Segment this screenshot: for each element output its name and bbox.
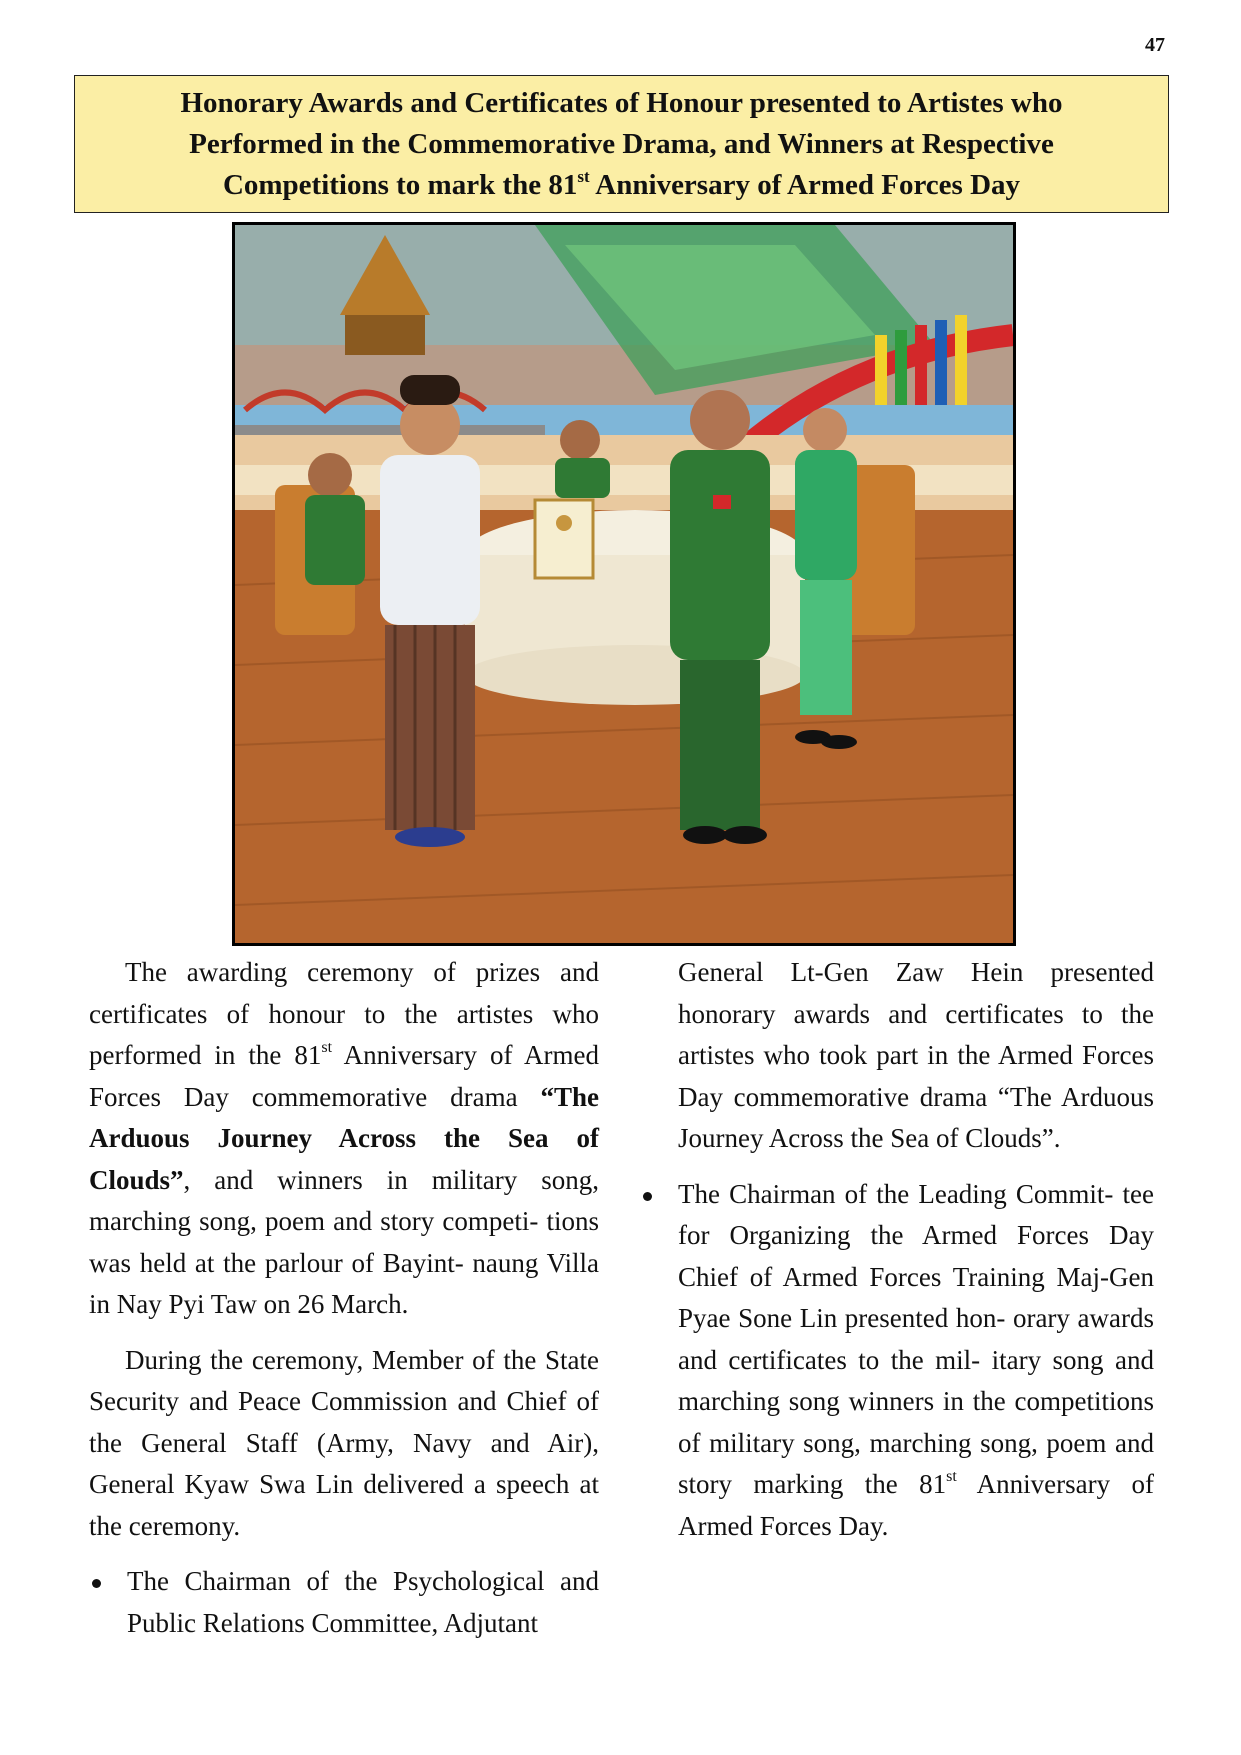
ceremony-photo-illustration xyxy=(235,225,1013,943)
paragraph-ceremony: The awarding ceremony of prizes and certificates of honour to the artistes who performed in the 81st Anniversary of Armed Forces Day commemorative drama “The Arduous Journey Across the Sea of Clouds”, and winners in military song, marching song, poem and story competi- tions was held at the parlour of Bayint- naung Villa in Nay Pyi Taw on 26 March. xyxy=(89,957,599,1319)
left-column xyxy=(89,952,599,1644)
title-line-1: Honorary Awards and Certificates of Honour presented to Artistes who xyxy=(180,86,1063,119)
bullet-item-1: The Chairman of the Psychological and Public Relations Committee, Adjutant xyxy=(89,1561,599,1644)
paragraph-speech: During the ceremony, Member of the State Security and Peace Commission and Chief of the General Staff (Army, Navy and Air), General Kyaw Swa Lin delivered a speech at the ceremony. xyxy=(89,1344,599,1541)
page-number: 47 xyxy=(1145,34,1165,56)
bullet-item-1-continued: General Lt-Gen Zaw Hein presented honorary awards and certificates to the artistes who took part in the Armed Forces Day commemorative drama “The Arduous Journey Across the Sea of Clouds”. xyxy=(678,957,1154,1153)
ceremony-photo xyxy=(232,222,1016,946)
bullet-item-2: The Chairman of the Leading Commit- tee for Organizing the Armed Forces Day Chief of Armed Forces Training Maj-Gen Pyae Sone Lin presented hon- orary awards and certificates to the mil- itary song and marching song winners in the competitions of military song, marching song, poem and story marking the 81st Anniversary of Armed Forces Day. xyxy=(640,1174,1154,1548)
right-column xyxy=(678,952,1154,1547)
title-line-2: Performed in the Commemorative Drama, and Winners at Respective xyxy=(189,127,1054,160)
title-line-3: Competitions to mark the 81st Anniversary of Armed Forces Day xyxy=(222,166,1021,201)
page-title xyxy=(74,75,1169,213)
